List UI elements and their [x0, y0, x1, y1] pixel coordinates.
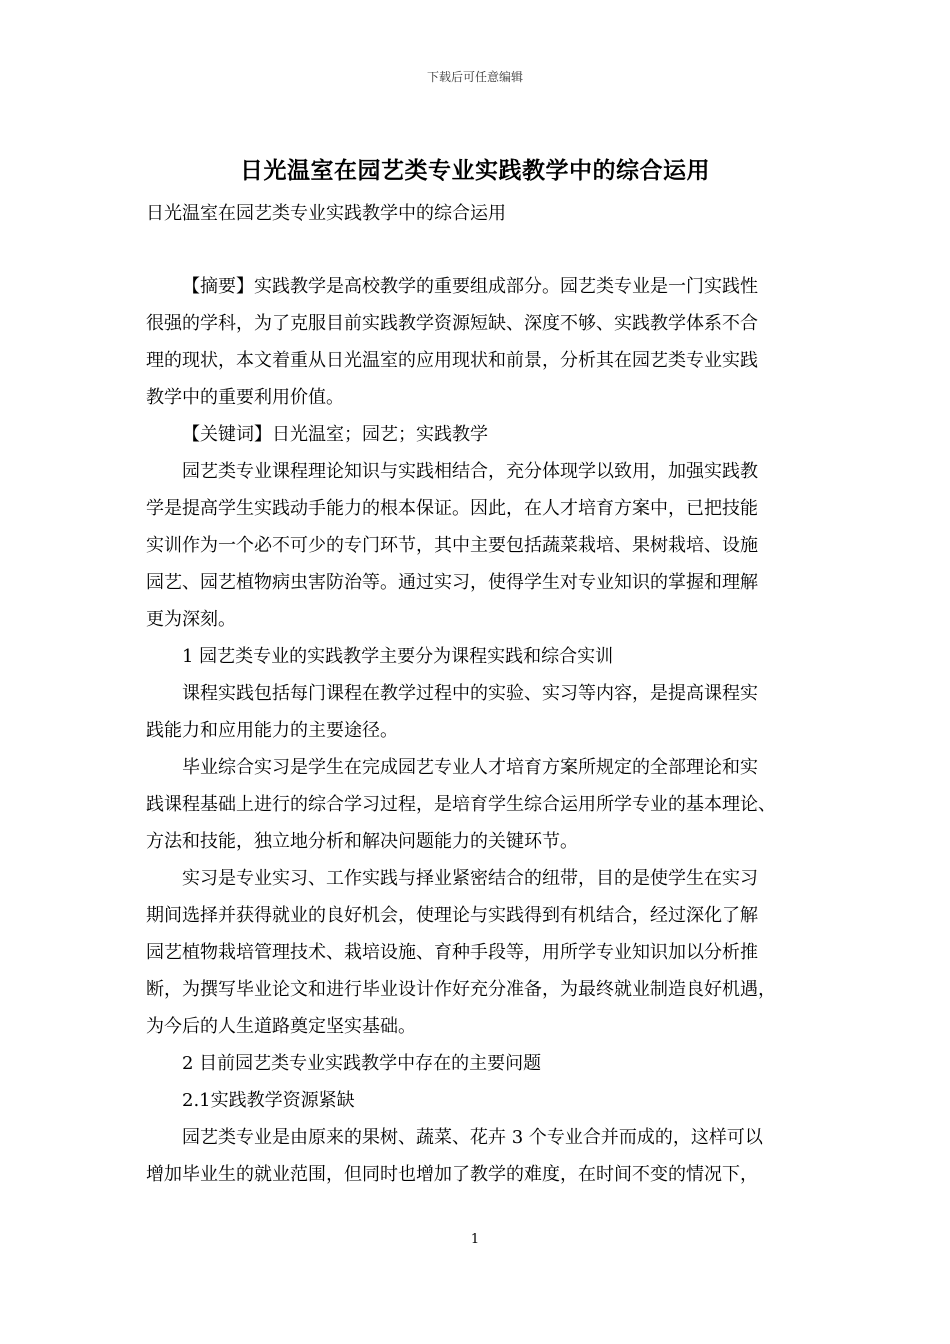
abstract-line: 理的现状，本文着重从日光温室的应用现状和前景，分析其在园艺类专业实践: [146, 350, 758, 371]
paragraph-line: 践课程基础上进行的综合学习过程，是培育学生综合运用所学专业的基本理论、: [146, 794, 776, 815]
paragraph-line: 实训作为一个必不可少的专门环节，其中主要包括蔬菜栽培、果树栽培、设施: [146, 535, 758, 556]
document-title: 日光温室在园艺类专业实践教学中的综合运用: [240, 157, 710, 184]
paragraph-line: 毕业综合实习是学生在完成园艺专业人才培育方案所规定的全部理论和实: [182, 757, 758, 778]
abstract-line: 教学中的重要利用价值。: [146, 387, 344, 408]
paragraph-line: 增加毕业生的就业范围，但同时也增加了教学的难度，在时间不变的情况下，: [146, 1164, 758, 1185]
paragraph-line: 学是提高学生实践动手能力的根本保证。因此，在人才培育方案中，已把技能: [146, 498, 758, 519]
paragraph-line: 断，为撰写毕业论文和进行毕业设计作好充分准备，为最终就业制造良好机遇，: [146, 979, 776, 1000]
paragraph-line: 更为深刻。: [146, 609, 236, 630]
paragraph-line: 为今后的人生道路奠定坚实基础。: [146, 1016, 416, 1037]
paragraph-line: 园艺植物栽培管理技术、栽培设施、育种手段等，用所学专业知识加以分析推: [146, 942, 758, 963]
paragraph-line: 课程实践包括每门课程在教学过程中的实验、实习等内容，是提高课程实: [182, 683, 758, 704]
page-number: 1: [470, 1232, 480, 1247]
paragraph-line: 方法和技能，独立地分析和解决问题能力的关键环节。: [146, 831, 578, 852]
section-heading: 2 目前园艺类专业实践教学中存在的主要问题: [182, 1053, 542, 1074]
subsection-heading: 2.1实践教学资源紧缺: [182, 1090, 355, 1111]
paragraph-line: 实习是专业实习、工作实践与择业紧密结合的纽带，目的是使学生在实习: [182, 868, 758, 889]
keywords-line: 【关键词】日光温室；园艺；实践教学: [182, 424, 488, 445]
paragraph-line: 园艺类专业是由原来的果树、蔬菜、花卉 3 个专业合并而成的，这样可以: [182, 1127, 763, 1148]
header-note: 下载后可任意编辑: [426, 70, 523, 84]
paragraph-line: 园艺、园艺植物病虫害防治等。通过实习，使得学生对专业知识的掌握和理解: [146, 572, 758, 593]
section-heading: 1 园艺类专业的实践教学主要分为课程实践和综合实训: [182, 646, 614, 667]
document-subtitle: 日光温室在园艺类专业实践教学中的综合运用: [146, 203, 506, 224]
paragraph-line: 园艺类专业课程理论知识与实践相结合，充分体现学以致用，加强实践教: [182, 461, 758, 482]
abstract-line: 很强的学科，为了克服目前实践教学资源短缺、深度不够、实践教学体系不合: [146, 313, 758, 334]
document-body: [146, 268, 818, 1193]
abstract-line: 【摘要】实践教学是高校教学的重要组成部分。园艺类专业是一门实践性: [182, 276, 758, 297]
paragraph-line: 期间选择并获得就业的良好机会，使理论与实践得到有机结合，经过深化了解: [146, 905, 758, 926]
paragraph-line: 践能力和应用能力的主要途径。: [146, 720, 398, 741]
